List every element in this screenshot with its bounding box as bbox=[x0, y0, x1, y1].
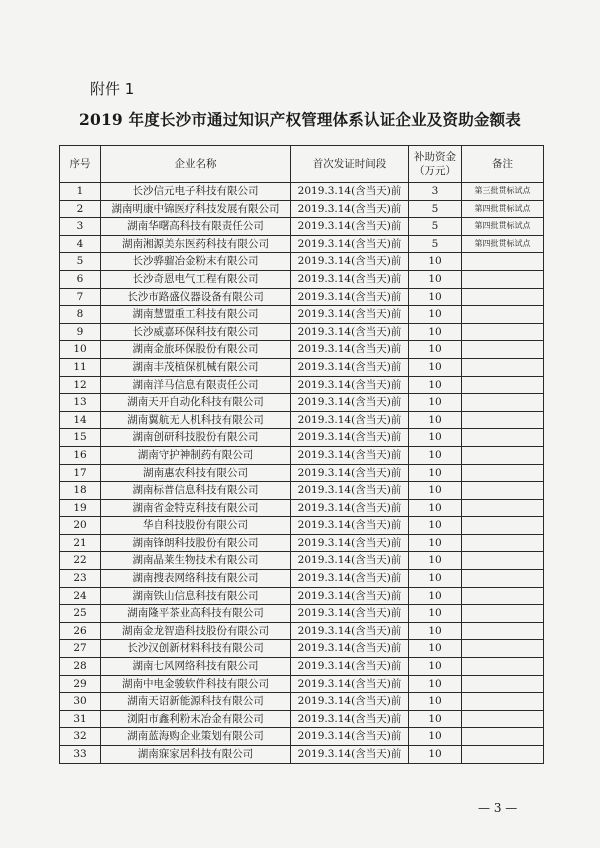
cell-no: 13 bbox=[60, 394, 101, 412]
cell-no: 27 bbox=[60, 640, 101, 658]
cell-issue-period: 2019.3.14(含当天)前 bbox=[291, 200, 409, 218]
cell-issue-period: 2019.3.14(含当天)前 bbox=[291, 253, 409, 271]
table-row bbox=[60, 446, 544, 464]
cell-no: 1 bbox=[60, 183, 101, 201]
cell-note bbox=[462, 341, 544, 359]
cell-no: 23 bbox=[60, 570, 101, 588]
cell-funding-amount: 5 bbox=[409, 218, 462, 236]
cell-funding-amount: 10 bbox=[409, 710, 462, 728]
cell-company-name: 湖南丰茂植保机械有限公司 bbox=[101, 358, 291, 376]
cell-company-name: 湖南七风网络科技有限公司 bbox=[101, 658, 291, 676]
cell-company-name: 湖南惠农科技有限公司 bbox=[101, 464, 291, 482]
cell-no: 31 bbox=[60, 710, 101, 728]
cell-note bbox=[462, 517, 544, 535]
cell-note bbox=[462, 728, 544, 746]
cell-no: 26 bbox=[60, 622, 101, 640]
cell-issue-period: 2019.3.14(含当天)前 bbox=[291, 288, 409, 306]
cell-no: 25 bbox=[60, 605, 101, 623]
cell-issue-period: 2019.3.14(含当天)前 bbox=[291, 323, 409, 341]
cell-note bbox=[462, 570, 544, 588]
cell-note bbox=[462, 552, 544, 570]
cell-issue-period: 2019.3.14(含当天)前 bbox=[291, 446, 409, 464]
cell-company-name: 长沙市路盛仪器设备有限公司 bbox=[101, 288, 291, 306]
table-row bbox=[60, 253, 544, 271]
cell-funding-amount: 10 bbox=[409, 411, 462, 429]
cell-funding-amount: 10 bbox=[409, 534, 462, 552]
cell-no: 22 bbox=[60, 552, 101, 570]
table-row bbox=[60, 429, 544, 447]
cell-no: 6 bbox=[60, 270, 101, 288]
cell-funding-amount: 10 bbox=[409, 675, 462, 693]
cell-no: 29 bbox=[60, 675, 101, 693]
table-row bbox=[60, 640, 544, 658]
cell-company-name: 长沙威嘉环保科技有限公司 bbox=[101, 323, 291, 341]
cell-company-name: 长沙汉创新材料科技有限公司 bbox=[101, 640, 291, 658]
table-row bbox=[60, 482, 544, 500]
cell-note: 第四批贯标试点 bbox=[462, 218, 544, 236]
table-row bbox=[60, 323, 544, 341]
cell-company-name: 湖南隆平茶业高科技有限公司 bbox=[101, 605, 291, 623]
cell-funding-amount: 10 bbox=[409, 622, 462, 640]
cell-company-name: 湖南创研科技股份有限公司 bbox=[101, 429, 291, 447]
cell-funding-amount: 10 bbox=[409, 394, 462, 412]
cell-note bbox=[462, 640, 544, 658]
cell-funding-amount: 10 bbox=[409, 306, 462, 324]
cell-company-name: 湖南金旅环保股份有限公司 bbox=[101, 341, 291, 359]
cell-note bbox=[462, 693, 544, 711]
cell-company-name: 湖南铁山信息科技有限公司 bbox=[101, 587, 291, 605]
cell-no: 33 bbox=[60, 746, 101, 764]
table-row bbox=[60, 499, 544, 517]
cell-no: 10 bbox=[60, 341, 101, 359]
table-row bbox=[60, 622, 544, 640]
column-header-no: 序号 bbox=[60, 146, 101, 183]
cell-company-name: 湖南省金特克科技有限公司 bbox=[101, 499, 291, 517]
cell-note bbox=[462, 394, 544, 412]
table-row bbox=[60, 183, 544, 201]
cell-note bbox=[462, 288, 544, 306]
cell-issue-period: 2019.3.14(含当天)前 bbox=[291, 640, 409, 658]
cell-issue-period: 2019.3.14(含当天)前 bbox=[291, 675, 409, 693]
cell-funding-amount: 10 bbox=[409, 288, 462, 306]
cell-issue-period: 2019.3.14(含当天)前 bbox=[291, 499, 409, 517]
table-row bbox=[60, 605, 544, 623]
cell-company-name: 湖南天开自动化科技有限公司 bbox=[101, 394, 291, 412]
cell-funding-amount: 10 bbox=[409, 552, 462, 570]
cell-funding-amount: 5 bbox=[409, 235, 462, 253]
cell-company-name: 湖南天诏新能源科技有限公司 bbox=[101, 693, 291, 711]
cell-company-name: 浏阳市鑫利粉末冶金有限公司 bbox=[101, 710, 291, 728]
cell-no: 16 bbox=[60, 446, 101, 464]
cell-issue-period: 2019.3.14(含当天)前 bbox=[291, 710, 409, 728]
cell-note bbox=[462, 411, 544, 429]
cell-funding-amount: 10 bbox=[409, 605, 462, 623]
funding-table bbox=[59, 145, 544, 764]
cell-no: 7 bbox=[60, 288, 101, 306]
cell-note bbox=[462, 446, 544, 464]
attachment-label: 附件 1 bbox=[90, 80, 135, 98]
cell-funding-amount: 10 bbox=[409, 341, 462, 359]
cell-funding-amount: 10 bbox=[409, 464, 462, 482]
cell-company-name: 湖南搜表网络科技有限公司 bbox=[101, 570, 291, 588]
cell-no: 11 bbox=[60, 358, 101, 376]
cell-issue-period: 2019.3.14(含当天)前 bbox=[291, 218, 409, 236]
table-row bbox=[60, 358, 544, 376]
cell-issue-period: 2019.3.14(含当天)前 bbox=[291, 570, 409, 588]
page-number: — 3 — bbox=[478, 801, 518, 815]
table-row bbox=[60, 517, 544, 535]
table-row bbox=[60, 728, 544, 746]
cell-funding-amount: 10 bbox=[409, 482, 462, 500]
cell-funding-amount: 10 bbox=[409, 358, 462, 376]
cell-company-name: 长沙骅骝冶金粉末有限公司 bbox=[101, 253, 291, 271]
cell-funding-amount: 10 bbox=[409, 376, 462, 394]
table-row bbox=[60, 693, 544, 711]
table-row bbox=[60, 552, 544, 570]
table-row bbox=[60, 394, 544, 412]
cell-no: 32 bbox=[60, 728, 101, 746]
table-row bbox=[60, 534, 544, 552]
cell-issue-period: 2019.3.14(含当天)前 bbox=[291, 517, 409, 535]
cell-issue-period: 2019.3.14(含当天)前 bbox=[291, 429, 409, 447]
cell-company-name: 湖南寐家居科技有限公司 bbox=[101, 746, 291, 764]
cell-no: 21 bbox=[60, 534, 101, 552]
cell-no: 15 bbox=[60, 429, 101, 447]
cell-funding-amount: 10 bbox=[409, 429, 462, 447]
cell-issue-period: 2019.3.14(含当天)前 bbox=[291, 658, 409, 676]
cell-issue-period: 2019.3.14(含当天)前 bbox=[291, 746, 409, 764]
table-row bbox=[60, 411, 544, 429]
table-row bbox=[60, 200, 544, 218]
cell-note bbox=[462, 499, 544, 517]
cell-funding-amount: 10 bbox=[409, 587, 462, 605]
cell-funding-amount: 10 bbox=[409, 446, 462, 464]
cell-no: 2 bbox=[60, 200, 101, 218]
cell-company-name: 湖南翼航无人机科技有限公司 bbox=[101, 411, 291, 429]
cell-funding-amount: 10 bbox=[409, 570, 462, 588]
table-row bbox=[60, 218, 544, 236]
cell-note bbox=[462, 482, 544, 500]
cell-note bbox=[462, 306, 544, 324]
cell-funding-amount: 10 bbox=[409, 517, 462, 535]
table-row bbox=[60, 235, 544, 253]
cell-no: 19 bbox=[60, 499, 101, 517]
cell-no: 18 bbox=[60, 482, 101, 500]
cell-note bbox=[462, 429, 544, 447]
cell-no: 5 bbox=[60, 253, 101, 271]
cell-funding-amount: 10 bbox=[409, 323, 462, 341]
cell-issue-period: 2019.3.14(含当天)前 bbox=[291, 411, 409, 429]
table-row bbox=[60, 270, 544, 288]
cell-note bbox=[462, 710, 544, 728]
cell-company-name: 湖南晶莱生物技术有限公司 bbox=[101, 552, 291, 570]
cell-company-name: 湖南金龙智造科技股份有限公司 bbox=[101, 622, 291, 640]
cell-note bbox=[462, 270, 544, 288]
cell-note bbox=[462, 658, 544, 676]
cell-issue-period: 2019.3.14(含当天)前 bbox=[291, 464, 409, 482]
cell-no: 28 bbox=[60, 658, 101, 676]
cell-note bbox=[462, 358, 544, 376]
cell-issue-period: 2019.3.14(含当天)前 bbox=[291, 587, 409, 605]
cell-company-name: 长沙信元电子科技有限公司 bbox=[101, 183, 291, 201]
cell-company-name: 长沙奇恩电气工程有限公司 bbox=[101, 270, 291, 288]
cell-note bbox=[462, 675, 544, 693]
cell-funding-amount: 5 bbox=[409, 200, 462, 218]
cell-issue-period: 2019.3.14(含当天)前 bbox=[291, 552, 409, 570]
cell-issue-period: 2019.3.14(含当天)前 bbox=[291, 482, 409, 500]
cell-note bbox=[462, 464, 544, 482]
cell-company-name: 湖南守护神制药有限公司 bbox=[101, 446, 291, 464]
cell-no: 9 bbox=[60, 323, 101, 341]
cell-note bbox=[462, 323, 544, 341]
cell-no: 12 bbox=[60, 376, 101, 394]
cell-note bbox=[462, 605, 544, 623]
cell-company-name: 湖南华曙高科技有限责任公司 bbox=[101, 218, 291, 236]
cell-no: 4 bbox=[60, 235, 101, 253]
cell-issue-period: 2019.3.14(含当天)前 bbox=[291, 394, 409, 412]
cell-note bbox=[462, 376, 544, 394]
table-row bbox=[60, 710, 544, 728]
cell-note: 第四批贯标试点 bbox=[462, 235, 544, 253]
table-row bbox=[60, 675, 544, 693]
cell-company-name: 湖南锋朗科技股份有限公司 bbox=[101, 534, 291, 552]
cell-note: 第三批贯标试点 bbox=[462, 183, 544, 201]
cell-funding-amount: 10 bbox=[409, 253, 462, 271]
table-body bbox=[60, 183, 544, 764]
cell-company-name: 湖南蓝海购企业策划有限公司 bbox=[101, 728, 291, 746]
cell-funding-amount: 10 bbox=[409, 640, 462, 658]
table-row bbox=[60, 746, 544, 764]
table-row bbox=[60, 341, 544, 359]
cell-issue-period: 2019.3.14(含当天)前 bbox=[291, 622, 409, 640]
table-row bbox=[60, 288, 544, 306]
table-row bbox=[60, 376, 544, 394]
cell-no: 20 bbox=[60, 517, 101, 535]
cell-issue-period: 2019.3.14(含当天)前 bbox=[291, 358, 409, 376]
cell-issue-period: 2019.3.14(含当天)前 bbox=[291, 270, 409, 288]
cell-funding-amount: 10 bbox=[409, 499, 462, 517]
cell-issue-period: 2019.3.14(含当天)前 bbox=[291, 235, 409, 253]
cell-issue-period: 2019.3.14(含当天)前 bbox=[291, 341, 409, 359]
cell-issue-period: 2019.3.14(含当天)前 bbox=[291, 183, 409, 201]
cell-funding-amount: 10 bbox=[409, 693, 462, 711]
cell-note bbox=[462, 746, 544, 764]
cell-company-name: 湖南洋马信息有限责任公司 bbox=[101, 376, 291, 394]
table-row bbox=[60, 570, 544, 588]
cell-company-name: 湖南明康中锦医疗科技发展有限公司 bbox=[101, 200, 291, 218]
table-row bbox=[60, 658, 544, 676]
cell-issue-period: 2019.3.14(含当天)前 bbox=[291, 605, 409, 623]
cell-no: 24 bbox=[60, 587, 101, 605]
cell-company-name: 湖南中电金骏软件科技有限公司 bbox=[101, 675, 291, 693]
cell-note bbox=[462, 534, 544, 552]
cell-funding-amount: 3 bbox=[409, 183, 462, 201]
cell-no: 30 bbox=[60, 693, 101, 711]
column-header-amount: 补助资金（万元） bbox=[409, 146, 462, 183]
cell-no: 14 bbox=[60, 411, 101, 429]
cell-company-name: 华自科技股份有限公司 bbox=[101, 517, 291, 535]
cell-note bbox=[462, 253, 544, 271]
cell-issue-period: 2019.3.14(含当天)前 bbox=[291, 534, 409, 552]
cell-no: 8 bbox=[60, 306, 101, 324]
cell-note: 第四批贯标试点 bbox=[462, 200, 544, 218]
table-row bbox=[60, 464, 544, 482]
cell-no: 17 bbox=[60, 464, 101, 482]
table-row bbox=[60, 306, 544, 324]
cell-issue-period: 2019.3.14(含当天)前 bbox=[291, 728, 409, 746]
table-header-row bbox=[60, 146, 544, 183]
cell-company-name: 湖南湘源美东医药科技有限公司 bbox=[101, 235, 291, 253]
cell-funding-amount: 10 bbox=[409, 728, 462, 746]
cell-no: 3 bbox=[60, 218, 101, 236]
column-header-period: 首次发证时间段 bbox=[291, 146, 409, 183]
cell-funding-amount: 10 bbox=[409, 746, 462, 764]
cell-funding-amount: 10 bbox=[409, 658, 462, 676]
column-header-note: 备注 bbox=[462, 146, 544, 183]
cell-company-name: 湖南标普信息科技有限公司 bbox=[101, 482, 291, 500]
cell-company-name: 湖南慧盟重工科技有限公司 bbox=[101, 306, 291, 324]
cell-issue-period: 2019.3.14(含当天)前 bbox=[291, 693, 409, 711]
column-header-name: 企业名称 bbox=[101, 146, 291, 183]
document-title: 2019 年度长沙市通过知识产权管理体系认证企业及资助金额表 bbox=[78, 110, 522, 129]
cell-note bbox=[462, 587, 544, 605]
cell-issue-period: 2019.3.14(含当天)前 bbox=[291, 376, 409, 394]
table-row bbox=[60, 587, 544, 605]
cell-funding-amount: 10 bbox=[409, 270, 462, 288]
cell-note bbox=[462, 622, 544, 640]
cell-issue-period: 2019.3.14(含当天)前 bbox=[291, 306, 409, 324]
